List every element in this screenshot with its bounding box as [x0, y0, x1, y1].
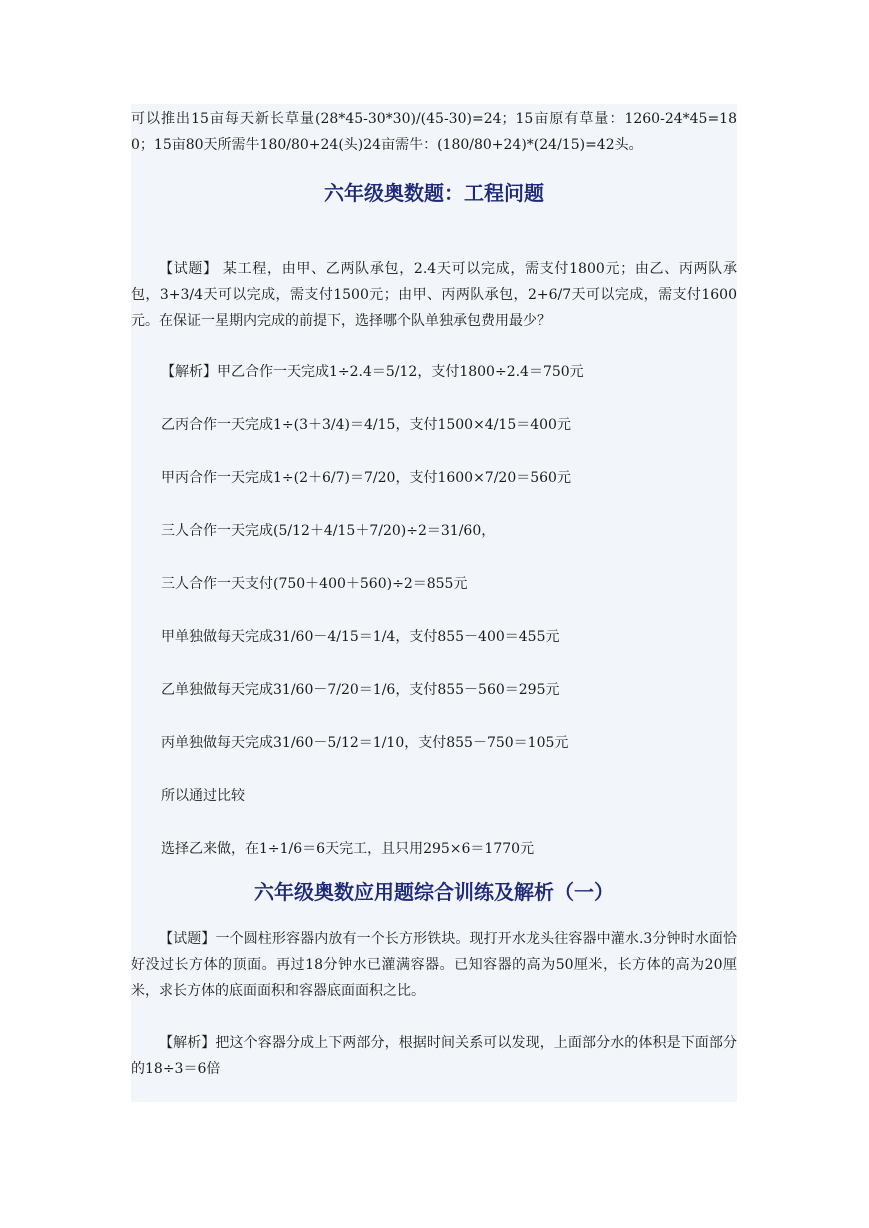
analysis-step: 所以通过比较 [161, 788, 245, 804]
spacer [131, 438, 737, 465]
spacer [131, 809, 737, 836]
analysis-step: 甲丙合作一天完成1÷(2＋6/7)＝7/20，支付1600×7/20＝560元 [161, 470, 571, 486]
spacer [131, 906, 737, 926]
spacer [131, 544, 737, 571]
analysis-step: 乙丙合作一天完成1÷(3＋3/4)＝4/15，支付1500×4/15＝400元 [161, 417, 571, 433]
spacer [131, 491, 737, 518]
analysis-step: 甲单独做每天完成31/60－4/15＝1/4，支付855－400＝455元 [161, 629, 560, 645]
spacer [131, 650, 737, 677]
analysis-step: 乙单独做每天完成31/60－7/20＝1/6，支付855－560＝295元 [161, 682, 560, 698]
intro-paragraph: 可以推出15亩每天新长草量(28*45-30*30)/(45-30)=24；15亩原有草量：1260-24*45=180；15亩80天所需牛180/80+24(头)24亩需牛：(180/80+24)*(24/15)=42头。 [131, 111, 737, 153]
analysis-step: 三人合作一天完成(5/12＋4/15＋7/20)÷2＝31/60， [161, 523, 496, 539]
question-paragraph-engineering: 【试题】 某工程，由甲、乙两队承包，2.4天可以完成，需支付1800元；由乙、丙两队承包，3+3/4天可以完成，需支付1500元；由甲、丙两队承包，2+6/7天可以完成，需支付1600元。在保证一星期内完成的前提下，选择哪个队单独承包费用最少？ [131, 261, 737, 329]
analysis-step: 丙单独做每天完成31/60－5/12＝1/10，支付855－750＝105元 [161, 735, 569, 751]
spacer [131, 207, 737, 256]
analysis-paragraph-cylinder: 【解析】把这个容器分成上下两部分，根据时间关系可以发现，上面部分水的体积是下面部分的18÷3＝6倍 [131, 1035, 737, 1077]
document-content [131, 104, 737, 1082]
spacer [131, 1004, 737, 1030]
section-heading-engineering: 六年级奥数题：工程问题 [324, 181, 544, 205]
question-paragraph-cylinder: 【试题】一个圆柱形容器内放有一个长方形铁块。现打开水龙头往容器中灌水.3分钟时水面恰好没过长方体的顶面。再过18分钟水已灌满容器。已知容器的高为50厘米，长方体的高为20厘米，求长方体的底面面积和容器底面面积之比。 [131, 931, 737, 999]
analysis-step: 【解析】甲乙合作一天完成1÷2.4＝5/12，支付1800÷2.4＝750元 [161, 364, 584, 380]
spacer [131, 334, 737, 359]
spacer [131, 597, 737, 624]
analysis-step: 选择乙来做，在1÷1/6＝6天完工，且只用295×6＝1770元 [161, 841, 535, 857]
analysis-step: 三人合作一天支付(750＋400＋560)÷2＝855元 [161, 576, 468, 592]
spacer [131, 703, 737, 730]
spacer [131, 756, 737, 783]
spacer [131, 385, 737, 412]
section-heading-applied-training: 六年级奥数应用题综合训练及解析（一） [254, 880, 614, 904]
